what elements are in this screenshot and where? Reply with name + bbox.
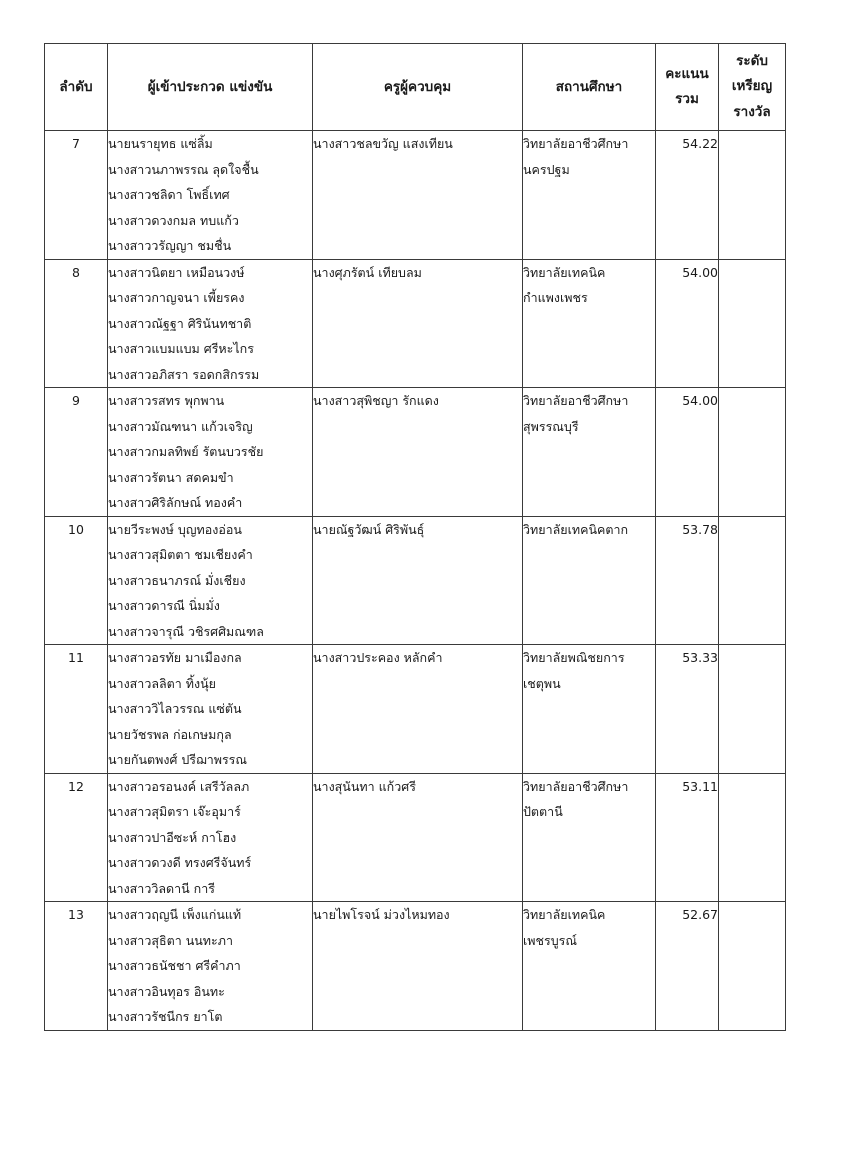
contestant-name: นางสาวฤญนี เพ็งแก่นแท้ — [108, 907, 242, 922]
order-number: 9 — [72, 393, 80, 408]
table-body — [45, 131, 786, 1031]
teacher-name: นางสาวสุพิชญา รักแดง — [313, 393, 439, 408]
contestant-name: นางสาวธนัชชา ศรีคำภา — [108, 958, 241, 973]
table-row — [45, 773, 786, 902]
school-cell — [523, 516, 656, 645]
contestant-name: นางสาวดวงดี ทรงศรีจันทร์ — [108, 855, 252, 870]
medal-cell — [719, 902, 786, 1031]
school-cell — [523, 259, 656, 388]
table-row — [45, 516, 786, 645]
school-name: เชตุพน — [523, 675, 561, 691]
school-name: นครปฐม — [523, 161, 570, 177]
score-cell — [656, 902, 719, 1031]
header-contestants: ผู้เข้าประกวด แข่งขัน — [108, 44, 313, 131]
order-cell — [45, 902, 108, 1031]
school-name: วิทยาลัยเทคนิคตาก — [523, 521, 629, 537]
school-name: วิทยาลัยอาชีวศึกษา — [523, 393, 629, 408]
score-value: 54.22 — [682, 136, 718, 151]
contestant-name: นางสาวแบมแบม ศรีหะไกร — [108, 341, 254, 356]
score-cell — [656, 516, 719, 645]
score-cell — [656, 131, 719, 260]
score-cell — [656, 388, 719, 517]
medal-cell — [719, 773, 786, 902]
teacher-cell — [313, 902, 523, 1031]
school-name: วิทยาลัยพณิชยการ — [523, 650, 625, 665]
contestant-name: นางสาวลลิตา ทิ้งนุ้ย — [108, 675, 216, 691]
contestant-name: นางสาววิไลวรรณ แซ่ตัน — [108, 701, 242, 716]
contestants-cell — [108, 516, 313, 645]
contestant-name: นายนรายุทธ แซ่ลิ้ม — [108, 136, 213, 151]
contestant-name: นางสาวนภาพรรณ ลุดใจชื้น — [108, 161, 259, 177]
table-row — [45, 388, 786, 517]
contestants-cell — [108, 131, 313, 260]
contestants-cell — [108, 902, 313, 1031]
order-number: 13 — [68, 907, 84, 922]
header-medal: ระดับ เหรียญ รางวัล — [719, 44, 786, 131]
contestant-name: นายกันตพงศ์ ปรีฌาพรรณ — [108, 752, 247, 767]
order-cell — [45, 773, 108, 902]
score-value: 53.33 — [682, 650, 718, 665]
contestant-name: นางสาวกมลทิพย์ รัตนบวรชัย — [108, 444, 264, 459]
order-cell — [45, 516, 108, 645]
contestant-name: นางสาวสุมิตรา เจ๊ะอุมาร์ — [108, 804, 241, 819]
contestant-name: นางสาวอรอนงค์ เสรีวัลลภ — [108, 778, 250, 794]
table-row — [45, 902, 786, 1031]
order-cell — [45, 259, 108, 388]
score-cell — [656, 773, 719, 902]
contestant-name: นางสาวดวงกมล ทบแก้ว — [108, 212, 239, 228]
order-number: 10 — [68, 521, 84, 537]
score-cell — [656, 259, 719, 388]
contestant-name: นางสาวณัฐฐา ศิรินันทชาติ — [108, 315, 252, 331]
school-name: สุพรรณบุรี — [523, 418, 579, 434]
table-row — [45, 259, 786, 388]
order-cell — [45, 388, 108, 517]
school-cell — [523, 773, 656, 902]
contestant-name: นางสาวรัตนา สดคมขำ — [108, 469, 234, 485]
contestant-name: นายวัชรพล ก่อเกษมกุล — [108, 726, 232, 742]
contestant-name: นางสาวอภิสรา รอดกสิกรรม — [108, 366, 260, 382]
score-value: 54.00 — [682, 264, 718, 280]
header-score: คะแนน รวม — [656, 44, 719, 131]
contestant-name: นางสาวนิตยา เหมือนวงษ์ — [108, 264, 245, 280]
table-header — [45, 44, 786, 131]
school-name: กำแพงเพชร — [523, 290, 588, 305]
teacher-name: นางสุนันทา แก้วศรี — [313, 778, 416, 794]
table-row — [45, 131, 786, 260]
score-cell — [656, 645, 719, 774]
header-teacher: ครูผู้ควบคุม — [313, 44, 523, 131]
contestants-cell — [108, 645, 313, 774]
contestants-cell — [108, 773, 313, 902]
teacher-name: นางสาวประคอง หลักคำ — [313, 650, 443, 665]
school-cell — [523, 131, 656, 260]
school-cell — [523, 902, 656, 1031]
teacher-name: นางศุภรัตน์ เทียบลม — [313, 264, 422, 280]
teacher-name: นายณัฐวัฒน์ ศิริพันธุ์ — [313, 521, 425, 537]
school-cell — [523, 388, 656, 517]
contestant-name: นายวีระพงษ์ บุญทองอ่อน — [108, 521, 242, 537]
teacher-name: นางสาวชลขวัญ แสงเทียน — [313, 136, 453, 151]
contestant-name: นางสาววรัญญา ชมชื่น — [108, 238, 232, 253]
contestant-name: นางสาวกาญจนา เพี้ยรคง — [108, 290, 245, 305]
header-row — [45, 44, 786, 131]
contestant-name: นางสาวธนาภรณ์ มั่งเชียง — [108, 572, 246, 588]
header-order: ลำดับ — [45, 44, 108, 131]
table-row — [45, 645, 786, 774]
order-number: 8 — [72, 264, 80, 280]
score-value: 53.11 — [682, 778, 718, 794]
school-cell — [523, 645, 656, 774]
teacher-cell — [313, 516, 523, 645]
order-cell — [45, 131, 108, 260]
teacher-cell — [313, 259, 523, 388]
contestant-name: นางสาวชลิดา โพธิ์เทศ — [108, 187, 230, 202]
school-name: วิทยาลัยเทคนิค — [523, 264, 606, 280]
teacher-cell — [313, 388, 523, 517]
contestant-name: นางสาวดารณี นิ่มมั่ง — [108, 598, 220, 613]
contestant-name: นางสาวรสทร พุกพาน — [108, 393, 225, 408]
school-name: เพชรบูรณ์ — [523, 932, 577, 948]
score-value: 52.67 — [682, 907, 718, 922]
contestant-name: นางสาววิลดานี การี — [108, 880, 215, 896]
order-number: 11 — [68, 650, 84, 665]
school-name: วิทยาลัยอาชีวศึกษา — [523, 778, 629, 794]
teacher-cell — [313, 645, 523, 774]
contestants-cell — [108, 259, 313, 388]
teacher-cell — [313, 131, 523, 260]
order-number: 12 — [68, 778, 84, 794]
contestant-name: นางสาวรัชนีกร ยาโต — [108, 1009, 223, 1024]
contestant-name: นางสาวปาอีซะห์ กาโฮง — [108, 829, 237, 845]
contestant-name: นางสาวจารุณี วชิรศศิมณฑล — [108, 623, 264, 639]
score-value: 53.78 — [682, 521, 718, 537]
contestant-name: นางสาวสุมิตตา ชมเชียงคำ — [108, 547, 253, 562]
order-cell — [45, 645, 108, 774]
contestant-name: นางสาวสุธิตา นนทะภา — [108, 932, 234, 948]
contestant-name: นางสาวอรทัย มาเมืองกล — [108, 650, 242, 665]
medal-cell — [719, 259, 786, 388]
teacher-cell — [313, 773, 523, 902]
order-number: 7 — [72, 136, 80, 151]
contestants-cell — [108, 388, 313, 517]
contestant-name: นางสาวมัณฑนา แก้วเจริญ — [108, 418, 253, 434]
contestant-name: นางสาวอินทุอร อินทะ — [108, 983, 225, 999]
school-name: วิทยาลัยเทคนิค — [523, 907, 606, 922]
score-value: 54.00 — [682, 393, 718, 408]
results-table — [44, 43, 786, 1031]
teacher-name: นายไพโรจน์ ม่วงไหมทอง — [313, 907, 450, 922]
contestant-name: นางสาวศิริลักษณ์ ทองคำ — [108, 495, 243, 510]
header-school: สถานศึกษา — [523, 44, 656, 131]
school-name: ปัตตานี — [523, 804, 563, 819]
medal-cell — [719, 645, 786, 774]
medal-cell — [719, 388, 786, 517]
medal-cell — [719, 131, 786, 260]
school-name: วิทยาลัยอาชีวศึกษา — [523, 136, 629, 151]
medal-cell — [719, 516, 786, 645]
